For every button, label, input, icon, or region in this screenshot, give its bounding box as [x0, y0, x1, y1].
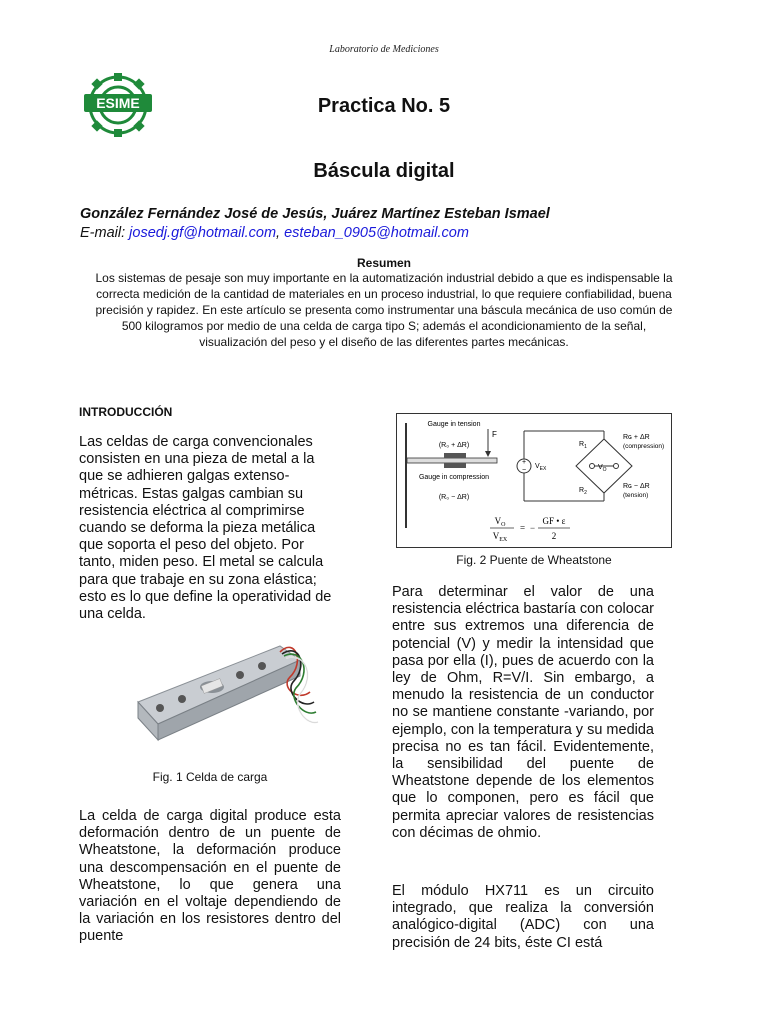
r2-sub: 2 [584, 490, 587, 496]
gauge-tension-r-label: (R₀ + ΔR) [438, 442, 470, 449]
r1-label: R [579, 441, 585, 448]
gauge-compression-r-label: (R₀ − ΔR) [438, 494, 470, 501]
abstract-heading: Resumen [356, 256, 412, 270]
vo-sub: O [602, 467, 607, 473]
wheatstone-figure [396, 413, 672, 548]
running-head: Laboratorio de Mediciones [329, 44, 439, 55]
vex-sub: EX [539, 466, 547, 472]
r1-sub: 1 [584, 444, 587, 450]
rg-minus-label: Rɢ − ΔR [623, 483, 650, 490]
load-cell-image [130, 632, 320, 744]
abstract-text: Los sistemas de pesaje son muy importante en la automatización industrial debido a que es indispensable la correcta medición de la cantidad de materiales en un proceso industrial, lo que requiere confiabilidad, buena precisión y rapidez. En este artículo se presenta como instrumentar una báscula mecánica de uso común de 500 kilogramos por medio de una celda de carga tipo S; además el acondicionamiento de la señal, visualización del peso y el diseño de las diferentes partes mecánicas. [95, 271, 673, 349]
intro-paragraph-2: La celda de carga digital produce esta deformación dentro de un puente de Wheatstone, la deformación produce una descompensación en el puente de Wheatstone, lo que genera una variación en el voltaje dependiendo de la variación en los resistores dentro del puente [79, 808, 341, 945]
left-column [79, 405, 341, 623]
email-line [80, 225, 700, 241]
eq-num-left: V [494, 516, 502, 526]
intro-paragraph-1: Las celdas de carga convencionales consisten en una pieza de metal a la que se adhieren galgas extenso-métricas. Estas galgas cambian su resistencia eléctrica al comprimirse cuando se deforma la pieza metálica que soporta el peso del objeto. Por tanto, miden peso. El metal se calcula para que trabaje en su zona elástica; esto es lo que define la operatividad de una celda. [79, 434, 332, 623]
force-label: F [492, 430, 497, 439]
right-column [392, 584, 654, 842]
tension-tag: (tension) [623, 492, 649, 499]
email-link-1[interactable]: josedj.gf@hotmail.com [129, 225, 277, 241]
r2-label: R [579, 487, 585, 494]
rg-plus-label: Rɢ + ΔR [623, 434, 650, 441]
right-column-lower [392, 883, 654, 952]
svg-text:−: − [521, 467, 527, 474]
load-cell-bar [138, 646, 300, 740]
logo-text: ESIME [96, 95, 140, 111]
gauge-tension-label: Gauge in tension [427, 421, 481, 428]
right-paragraph-2: El módulo HX711 es un circuito integrado, que realiza la conversión analógico-digital (ADC) con una precisión de 24 bits, éste CI está [392, 883, 654, 951]
eq-den-left-sub: EX [499, 537, 508, 543]
email-link-2[interactable]: esteban_0905@hotmail.com [284, 225, 469, 241]
figure-1-caption: Fig. 1 Celda de carga [152, 770, 268, 784]
authors: González Fernández José de Jesús, Juárez Martínez Esteban Ismael [80, 206, 550, 222]
vex-label: V [535, 463, 540, 470]
figure-2-caption: Fig. 2 Puente de Wheatstone [456, 553, 612, 567]
paper-subtitle: Báscula digital [313, 160, 455, 182]
paper-title: Practica No. 5 [317, 95, 451, 117]
gauge-compression-label: Gauge in compression [418, 474, 490, 481]
email-separator: , [276, 225, 285, 241]
eq-num-right: GF • ε [542, 516, 566, 526]
vo-label: V [598, 464, 603, 471]
eq-num-left-sub: O [501, 522, 506, 528]
svg-text:+: + [521, 459, 527, 466]
section-heading-intro: INTRODUCCIÓN [79, 405, 173, 419]
eq-den-left: V [492, 531, 500, 541]
email-label: E-mail: [80, 225, 130, 241]
eq-equals: = [520, 523, 526, 533]
eq-den-right: 2 [551, 531, 557, 541]
eq-minus: − [530, 523, 536, 533]
left-column-lower [79, 808, 341, 946]
right-paragraph-1: Para determinar el valor de una resistencia eléctrica bastaría con colocar entre sus extremos una diferencia de potencial (V) y medir la intensidad que pasa por ella (I), pues de acuerdo con la ley de Ohm, R=V/I. Sin embargo, a menudo la resistencia de un conductor no se mantiene constante -variando, por ejemplo, con la temperatura y su medida precisa no es tan fácil. Evidentemente, la sensibilidad del puente de Wheatstone depende de los elementos que lo componen, pero es fácil que permita apreciar valores de resistencias con décimas de ohmio. [392, 584, 654, 841]
compression-tag: (compression) [623, 443, 665, 450]
